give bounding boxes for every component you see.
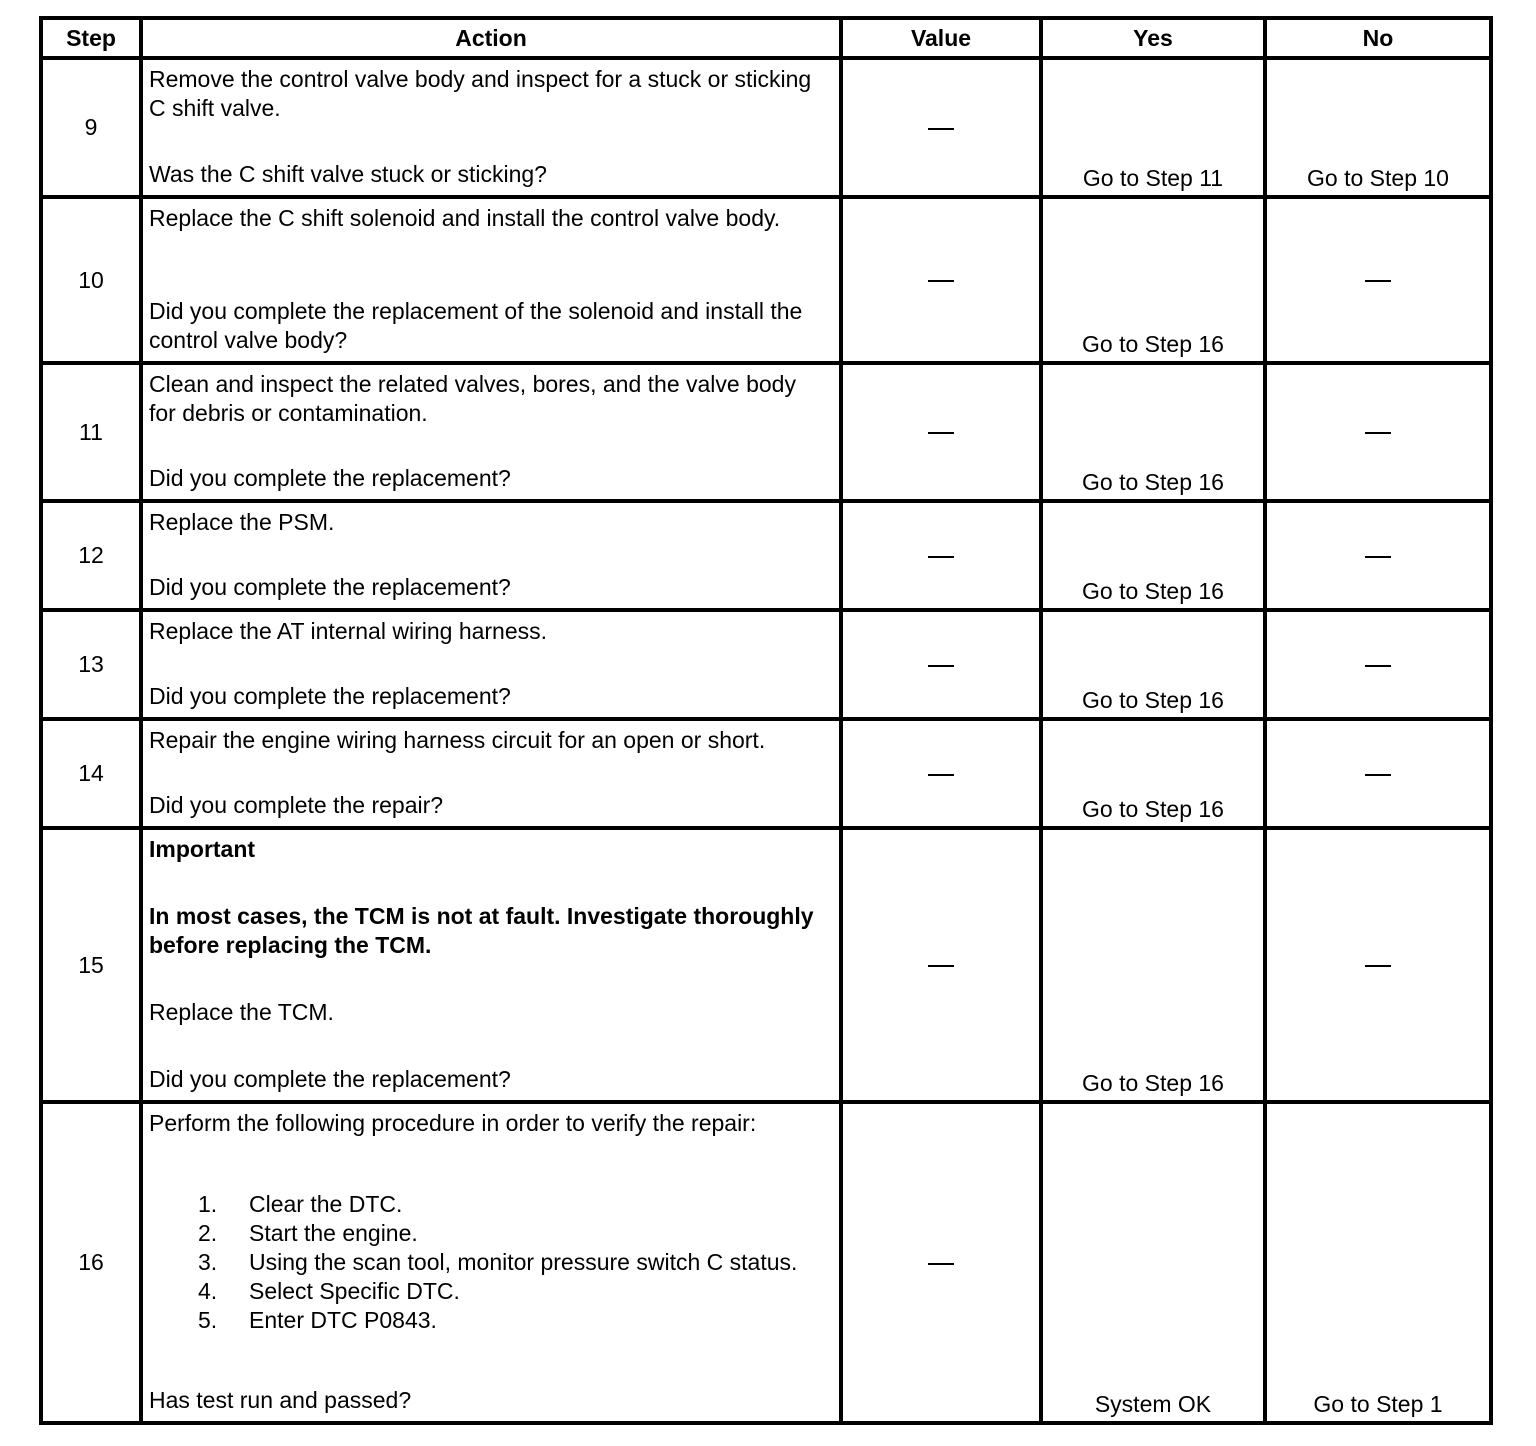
list-item [149,1248,829,1277]
list-item [149,1219,829,1248]
list-text: Clear the DTC. [249,1190,403,1217]
action-cell [141,828,841,1102]
action-question: Did you complete the replacement? [149,683,511,709]
header-row [41,18,1491,58]
action-cell [141,363,841,501]
list-number: 4. [198,1277,218,1304]
table-row [41,719,1491,828]
important-note: In most cases, the TCM is not at fault. Investigate thoroughly before replacing the TCM. [149,903,814,958]
list-text: Using the scan tool, monitor pressure switch C status. [249,1248,798,1275]
list-text: Start the engine. [249,1219,418,1246]
action-cell [141,1102,841,1423]
action-text: Replace the C shift solenoid and install the control valve body. [149,205,781,231]
value-dash [928,556,954,558]
yes-cell [1041,58,1265,197]
yes-result: Go to Step 16 [1082,469,1224,495]
value-cell [841,610,1041,719]
table-row [41,501,1491,610]
procedure-list [149,1190,829,1335]
no-dash [1365,965,1391,967]
yes-cell [1041,828,1265,1102]
yes-result: Go to Step 11 [1082,165,1224,191]
value-dash [928,432,954,434]
value-dash [928,965,954,967]
yes-result: Go to Step 16 [1082,687,1224,713]
action-text: Repair the engine wiring harness circuit for an open or short. [149,727,766,753]
action-text: Perform the following procedure in order to verify the repair: [149,1110,757,1136]
step-number: 16 [41,1102,141,1423]
value-dash [928,280,954,282]
value-dash [928,665,954,667]
step-number: 10 [41,197,141,363]
header-step: Step [41,18,141,58]
value-cell [841,828,1041,1102]
action-text: Replace the TCM. [149,999,334,1025]
list-item [149,1277,829,1306]
yes-cell [1041,1102,1265,1423]
step-number: 11 [41,363,141,501]
yes-result: System OK [1094,1391,1212,1417]
no-dash [1365,556,1391,558]
important-label: Important [149,836,256,862]
list-text: Enter DTC P0843. [249,1306,437,1333]
action-question: Did you complete the replacement? [149,574,511,600]
no-result: Go to Step 1 [1313,1391,1443,1417]
value-cell [841,197,1041,363]
step-number: 14 [41,719,141,828]
header-no: No [1265,18,1491,58]
list-text: Select Specific DTC. [249,1277,460,1304]
step-number: 13 [41,610,141,719]
value-cell [841,719,1041,828]
no-cell [1265,828,1491,1102]
action-cell [141,197,841,363]
list-number: 5. [198,1306,218,1333]
step-number: 15 [41,828,141,1102]
table-row [41,1102,1491,1423]
yes-cell [1041,363,1265,501]
no-cell [1265,610,1491,719]
no-cell [1265,363,1491,501]
no-cell [1265,58,1491,197]
table-row [41,828,1491,1102]
list-item [149,1190,829,1219]
step-number: 12 [41,501,141,610]
no-cell [1265,719,1491,828]
yes-result: Go to Step 16 [1082,578,1224,604]
action-text: Replace the AT internal wiring harness. [149,618,548,644]
action-question: Was the C shift valve stuck or sticking? [149,161,547,187]
yes-result: Go to Step 16 [1082,1070,1224,1096]
yes-cell [1041,501,1265,610]
value-cell [841,501,1041,610]
yes-cell [1041,719,1265,828]
value-cell [841,58,1041,197]
value-dash [928,128,954,130]
list-number: 1. [198,1190,218,1217]
action-text: Clean and inspect the related valves, bores, and the valve body for debris or contamination. [149,371,796,426]
table-row [41,197,1491,363]
value-cell [841,1102,1041,1423]
action-cell [141,610,841,719]
action-question: Has test run and passed? [149,1387,412,1413]
value-dash [928,1263,954,1265]
action-text: Replace the PSM. [149,509,335,535]
step-number: 9 [41,58,141,197]
yes-cell [1041,197,1265,363]
diagnostic-table [39,16,1493,1425]
no-dash [1365,665,1391,667]
yes-result: Go to Step 16 [1082,331,1224,357]
action-question: Did you complete the replacement of the solenoid and install the control valve body? [149,298,803,353]
action-cell [141,719,841,828]
value-dash [928,774,954,776]
yes-cell [1041,610,1265,719]
no-dash [1365,432,1391,434]
no-dash [1365,774,1391,776]
header-yes: Yes [1041,18,1265,58]
action-cell [141,58,841,197]
action-cell [141,501,841,610]
list-number: 3. [198,1248,218,1275]
no-cell [1265,501,1491,610]
action-question: Did you complete the replacement? [149,465,511,491]
table-row [41,610,1491,719]
no-cell [1265,1102,1491,1423]
list-number: 2. [198,1219,218,1246]
no-cell [1265,197,1491,363]
table-row [41,363,1491,501]
yes-result: Go to Step 16 [1082,796,1224,822]
no-dash [1365,280,1391,282]
header-action: Action [141,18,841,58]
action-question: Did you complete the replacement? [149,1066,511,1092]
action-text: Remove the control valve body and inspect for a stuck or sticking C shift valve. [149,66,812,121]
action-question: Did you complete the repair? [149,792,444,818]
header-value: Value [841,18,1041,58]
value-cell [841,363,1041,501]
list-item [149,1306,829,1335]
table-row [41,58,1491,197]
no-result: Go to Step 10 [1307,165,1449,191]
